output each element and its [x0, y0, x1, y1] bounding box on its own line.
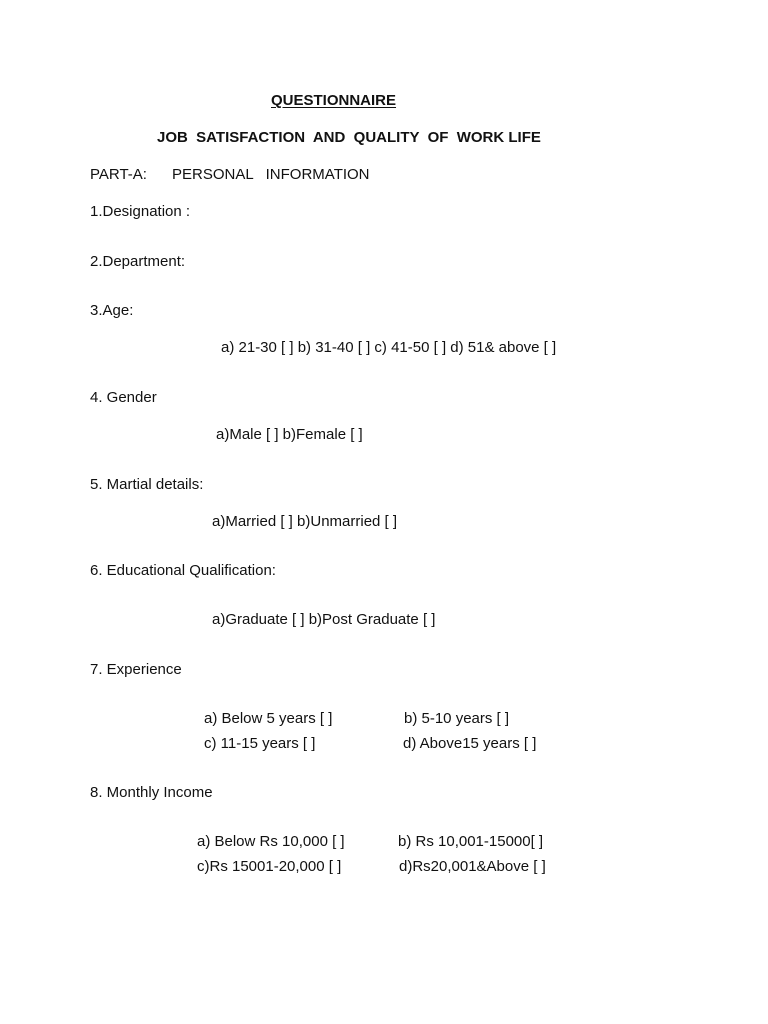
- part-label: PART-A:: [90, 166, 147, 183]
- education-options: a)Graduate [ ] b)Post Graduate [ ]: [212, 611, 436, 628]
- question-designation: 1.Designation :: [90, 203, 191, 220]
- gender-options: a)Male [ ] b)Female [ ]: [216, 426, 363, 443]
- page-subtitle: JOB SATISFACTION AND QUALITY OF WORK LIFE: [157, 129, 541, 146]
- experience-option-c: c) 11-15 years [ ]: [204, 735, 316, 752]
- experience-option-d: d) Above15 years [ ]: [403, 735, 537, 752]
- experience-option-a: a) Below 5 years [ ]: [204, 710, 333, 727]
- question-marital-details: 5. Martial details:: [90, 476, 204, 493]
- question-gender: 4. Gender: [90, 389, 157, 406]
- experience-option-b: b) 5-10 years [ ]: [404, 710, 510, 727]
- age-options: a) 21-30 [ ] b) 31-40 [ ] c) 41-50 [ ] d) 51& above [ ]: [221, 339, 557, 356]
- question-experience: 7. Experience: [90, 661, 182, 678]
- question-monthly-income: 8. Monthly Income: [90, 784, 213, 801]
- part-name: PERSONAL INFORMATION: [172, 166, 370, 183]
- question-age: 3.Age:: [90, 302, 134, 319]
- marital-options: a)Married [ ] b)Unmarried [ ]: [212, 513, 398, 530]
- income-option-b: b) Rs 10,001-15000[ ]: [398, 833, 544, 850]
- page-title: QUESTIONNAIRE: [271, 92, 397, 109]
- income-option-c: c)Rs 15001-20,000 [ ]: [197, 858, 342, 875]
- question-educational-qualification: 6. Educational Qualification:: [90, 562, 276, 579]
- question-department: 2.Department:: [90, 253, 186, 270]
- income-option-d: d)Rs20,001&Above [ ]: [399, 858, 546, 875]
- income-option-a: a) Below Rs 10,000 [ ]: [197, 833, 345, 850]
